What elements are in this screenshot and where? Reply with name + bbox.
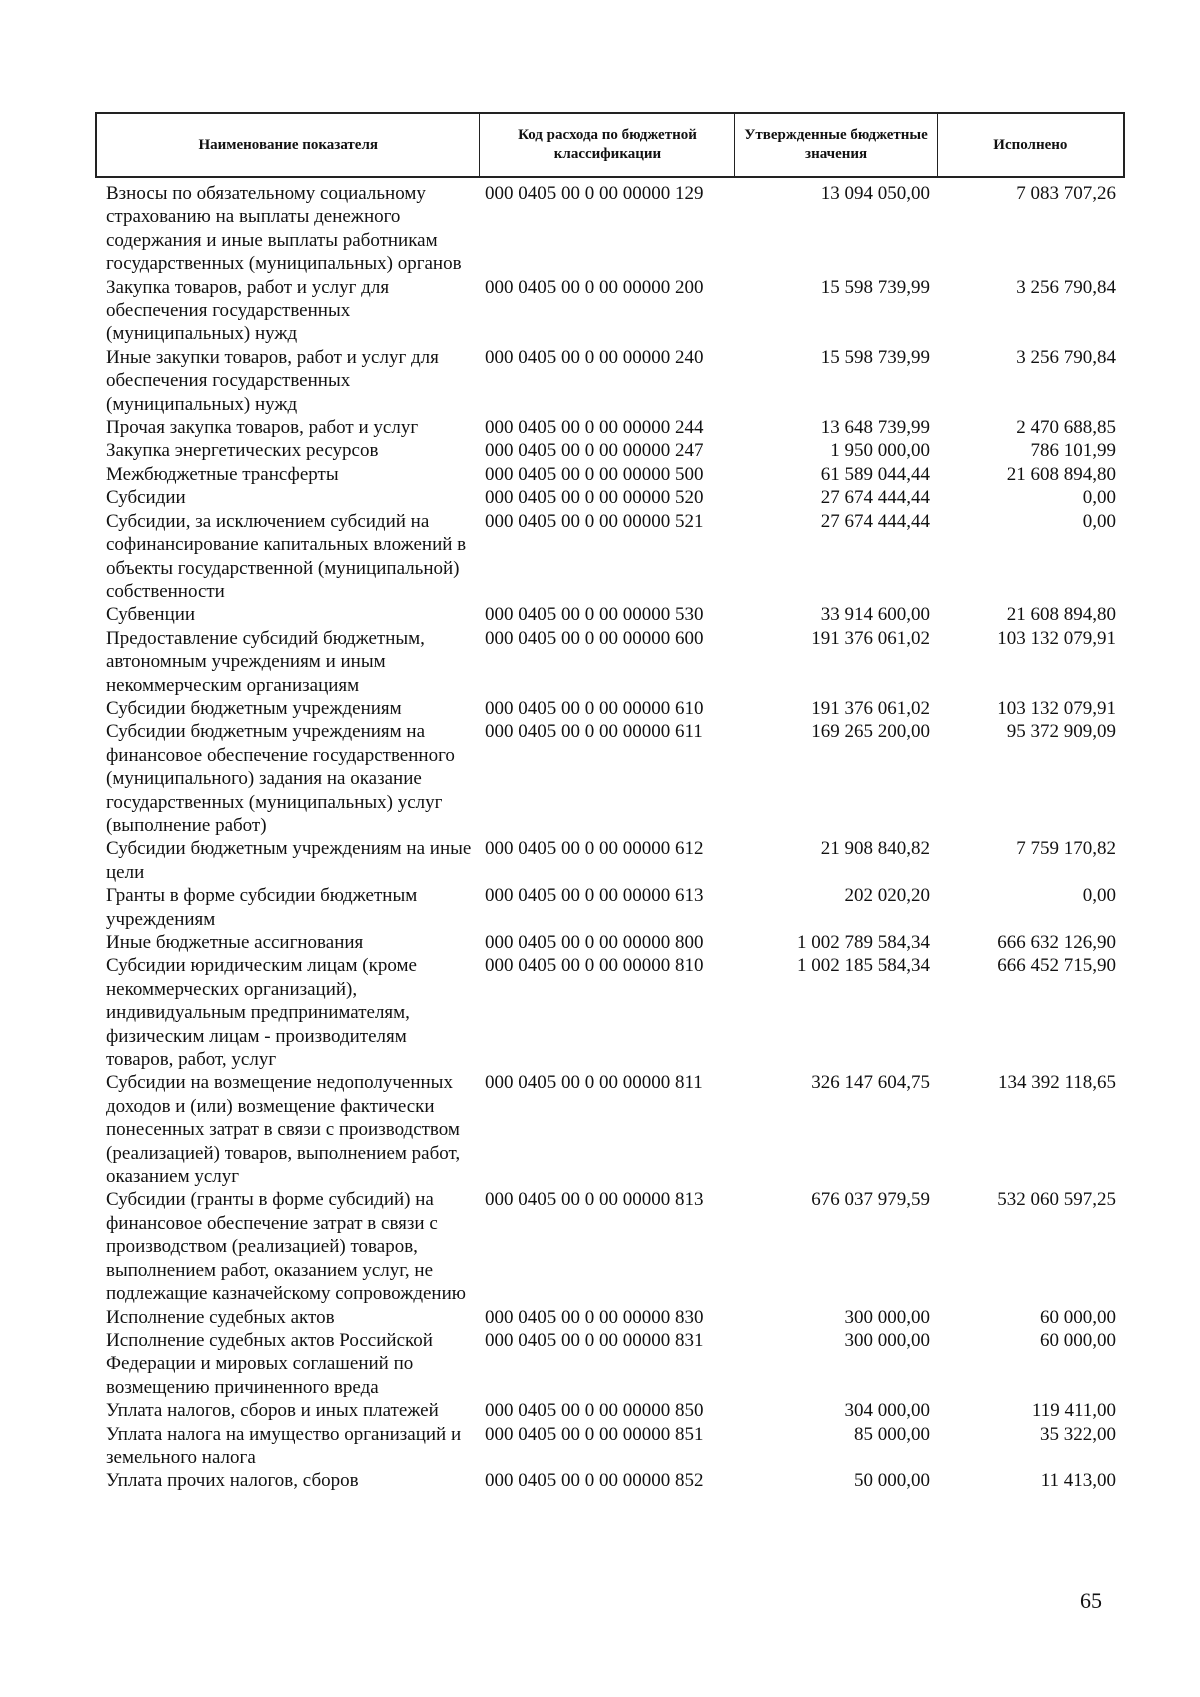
table-row — [95, 276, 1125, 346]
row-executed: 134 392 118,65 — [997, 1072, 1116, 1094]
table-row — [95, 1469, 1125, 1492]
table-row — [95, 697, 1125, 720]
row-executed: 666 632 126,90 — [997, 932, 1116, 953]
row-approved: 15 598 739,99 — [820, 346, 930, 368]
row-approved: 27 674 444,44 — [820, 487, 930, 509]
table-row — [95, 1306, 1125, 1329]
table-row — [95, 346, 1125, 416]
row-name: Иные закупки товаров, работ и услуг для обеспечения государственных (муниципальных) нужд — [106, 346, 439, 415]
row-approved: 21 908 840,82 — [820, 838, 930, 860]
table-row — [95, 1423, 1125, 1470]
table-row — [95, 463, 1125, 486]
page-number: 65 — [1080, 1588, 1102, 1613]
row-code: 000 0405 00 0 00 00000 811 — [485, 1072, 703, 1094]
table-row — [95, 627, 1125, 697]
table-row — [95, 1071, 1125, 1188]
row-name: Взносы по обязательному социальному страхованию на выплаты денежного содержания и иные выплаты работникам государственных (муниципальных) органов — [106, 183, 462, 275]
row-executed: 2 470 688,85 — [1016, 417, 1116, 439]
row-name: Субсидии на возмещение недополученных доходов и (или) возмещение фактически понесенных затрат в связи с производством (реализацией) товаров, выполнением работ, оказанием услуг — [106, 1072, 461, 1188]
row-name: Уплата налогов, сборов и иных платежей — [106, 1400, 439, 1422]
row-name: Межбюджетные трансферты — [106, 463, 339, 485]
row-code: 000 0405 00 0 00 00000 200 — [485, 276, 704, 298]
row-code: 000 0405 00 0 00 00000 521 — [485, 510, 704, 532]
table-row — [95, 1188, 1125, 1305]
table-row — [95, 720, 1125, 837]
row-approved: 202 020,20 — [844, 885, 930, 907]
row-code: 000 0405 00 0 00 00000 520 — [485, 487, 704, 509]
table-row — [95, 603, 1125, 626]
row-executed: 11 413,00 — [1040, 1470, 1116, 1492]
row-executed: 3 256 790,84 — [1016, 276, 1116, 298]
row-code: 000 0405 00 0 00 00000 600 — [485, 627, 704, 649]
row-code: 000 0405 00 0 00 00000 813 — [485, 1189, 704, 1211]
row-approved: 15 598 739,99 — [820, 276, 930, 298]
row-approved: 191 376 061,02 — [811, 627, 930, 649]
row-name: Уплата прочих налогов, сборов — [106, 1470, 359, 1492]
row-approved: 300 000,00 — [844, 1306, 930, 1328]
row-name: Субсидии юридическим лицам (кроме некоммерческих организаций), индивидуальным предпринимателям, физическим лицам - производителям товаров, работ, услуг — [106, 955, 417, 1071]
row-name: Субсидии бюджетным учреждениям на финансовое обеспечение государственного (муниципального) задания на оказание государственных (муниципальных) услуг (выполнение работ) — [106, 721, 455, 836]
row-executed: 119 411,00 — [1031, 1400, 1116, 1422]
row-name: Прочая закупка товаров, работ и услуг — [106, 417, 419, 439]
row-code: 000 0405 00 0 00 00000 613 — [485, 885, 704, 907]
row-executed: 103 132 079,91 — [997, 627, 1116, 649]
row-approved: 191 376 061,02 — [811, 697, 930, 719]
row-code: 000 0405 00 0 00 00000 611 — [485, 721, 703, 743]
row-name: Субсидии, за исключением субсидий на софинансирование капитальных вложений в объекты государственной (муниципальной) собственности — [106, 510, 467, 602]
row-approved: 33 914 600,00 — [820, 604, 930, 626]
row-code: 000 0405 00 0 00 00000 831 — [485, 1329, 704, 1351]
row-name: Закупка товаров, работ и услуг для обеспечения государственных (муниципальных) нужд — [106, 276, 390, 345]
row-name: Субсидии — [106, 487, 186, 509]
row-code: 000 0405 00 0 00 00000 852 — [485, 1470, 704, 1492]
table-row — [95, 182, 1125, 276]
row-approved: 326 147 604,75 — [811, 1072, 930, 1094]
row-name: Исполнение судебных актов Российской Федерации и мировых соглашений по возмещению причиненного вреда — [106, 1329, 433, 1398]
row-name: Предоставление субсидий бюджетным, автономным учреждениям и иным некоммерческим организациям — [106, 627, 425, 696]
row-code: 000 0405 00 0 00 00000 247 — [485, 440, 704, 462]
table-row — [95, 1329, 1125, 1399]
row-name: Субсидии бюджетным учреждениям — [106, 697, 402, 719]
row-executed: 60 000,00 — [1040, 1306, 1116, 1328]
row-name: Исполнение судебных актов — [106, 1306, 335, 1328]
row-approved: 1 002 185 584,34 — [797, 955, 930, 977]
row-approved: 13 094 050,00 — [820, 183, 930, 204]
table-row — [95, 837, 1125, 884]
header-code: Код расхода по бюджетной классификации — [479, 114, 734, 176]
row-executed: 786 101,99 — [1030, 440, 1116, 462]
row-executed: 35 322,00 — [1040, 1423, 1116, 1445]
row-executed: 532 060 597,25 — [997, 1189, 1116, 1211]
row-executed: 103 132 079,91 — [997, 697, 1116, 719]
table-row — [95, 1399, 1125, 1422]
row-code: 000 0405 00 0 00 00000 830 — [485, 1306, 704, 1328]
row-executed: 0,00 — [1082, 510, 1116, 532]
table-header — [95, 112, 1125, 178]
table-row — [95, 486, 1125, 509]
row-name: Гранты в форме субсидии бюджетным учреждениям — [106, 885, 418, 930]
row-code: 000 0405 00 0 00 00000 612 — [485, 838, 704, 860]
row-executed: 7 759 170,82 — [1016, 838, 1116, 860]
row-executed: 3 256 790,84 — [1016, 346, 1116, 368]
row-executed: 21 608 894,80 — [1006, 463, 1116, 485]
row-code: 000 0405 00 0 00 00000 850 — [485, 1400, 704, 1422]
table-row — [95, 439, 1125, 462]
budget-table — [95, 112, 1125, 1493]
row-approved: 300 000,00 — [844, 1329, 930, 1351]
row-approved: 304 000,00 — [844, 1400, 930, 1422]
row-code: 000 0405 00 0 00 00000 800 — [485, 932, 704, 953]
row-name: Субсидии (гранты в форме субсидий) на финансовое обеспечение затрат в связи с производством (реализацией) товаров, выполнением работ, оказанием услуг, не подлежащие казначейскому сопровождению — [106, 1189, 466, 1305]
row-code: 000 0405 00 0 00 00000 500 — [485, 463, 704, 485]
table-row — [95, 510, 1125, 604]
row-name: Уплата налога на имущество организаций и земельного налога — [106, 1423, 462, 1468]
row-executed: 21 608 894,80 — [1006, 604, 1116, 626]
row-name: Закупка энергетических ресурсов — [106, 440, 379, 462]
row-executed: 0,00 — [1082, 885, 1116, 907]
row-name: Субсидии бюджетным учреждениям на иные цели — [106, 838, 472, 883]
row-code: 000 0405 00 0 00 00000 851 — [485, 1423, 704, 1445]
row-approved: 169 265 200,00 — [811, 721, 930, 743]
table-row — [95, 954, 1125, 1071]
row-executed: 0,00 — [1082, 487, 1116, 509]
header-approved: Утвержденные бюджетные значения — [734, 114, 936, 176]
row-executed: 95 372 909,09 — [1006, 721, 1116, 743]
row-approved: 1 950 000,00 — [830, 440, 930, 462]
row-code: 000 0405 00 0 00 00000 129 — [485, 183, 704, 204]
row-approved: 85 000,00 — [854, 1423, 930, 1445]
row-code: 000 0405 00 0 00 00000 244 — [485, 417, 704, 439]
row-executed: 666 452 715,90 — [997, 955, 1116, 977]
row-approved: 676 037 979,59 — [811, 1189, 930, 1211]
header-name: Наименование показателя — [198, 136, 378, 153]
row-approved: 13 648 739,99 — [820, 417, 930, 439]
row-code: 000 0405 00 0 00 00000 610 — [485, 697, 704, 719]
table-row — [95, 416, 1125, 439]
table-row — [95, 884, 1125, 931]
table-row — [95, 931, 1125, 954]
row-executed: 60 000,00 — [1040, 1329, 1116, 1351]
row-name: Иные бюджетные ассигнования — [106, 932, 364, 953]
row-approved: 27 674 444,44 — [820, 510, 930, 532]
row-code: 000 0405 00 0 00 00000 240 — [485, 346, 704, 368]
row-code: 000 0405 00 0 00 00000 810 — [485, 955, 704, 977]
row-name: Субвенции — [106, 604, 196, 626]
row-code: 000 0405 00 0 00 00000 530 — [485, 604, 704, 626]
row-approved: 50 000,00 — [854, 1470, 930, 1492]
row-approved: 1 002 789 584,34 — [797, 932, 930, 953]
table-body — [95, 182, 1125, 1493]
header-executed: Исполнено — [937, 114, 1123, 176]
row-approved: 61 589 044,44 — [820, 463, 930, 485]
row-executed: 7 083 707,26 — [1016, 183, 1116, 204]
